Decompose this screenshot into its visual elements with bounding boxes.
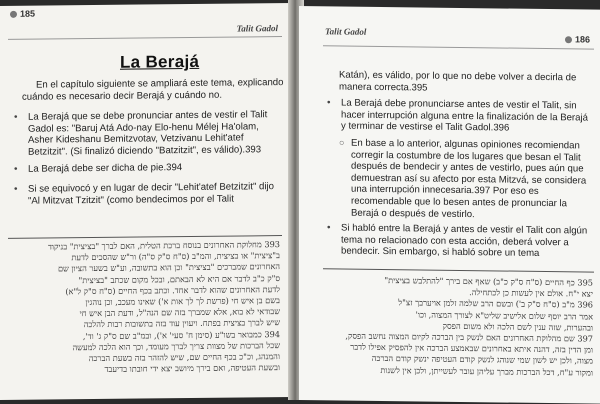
right-running-title: Talit Gadol — [325, 26, 367, 37]
right-page-number-wrap — [565, 34, 590, 44]
left-header-rule — [8, 36, 282, 40]
footnote-line: ובשעת העטיפה, ואם בירך מיושב יצא ידי חובתו בדיעבד — [104, 362, 280, 375]
footnote-line: והמנהג, וכ"כ בכף החיים שם, שיש להזהר בזה בשעת הברכה — [88, 351, 280, 364]
footnote-line: ומקור ע"ח, דכל הברכות מברך עליהן עובר לעשייתן, ולכן אין לשנות — [380, 364, 593, 378]
sub-bullet-text: En base a lo anterior, algunas opiniones recomiendan corregir la costumbre de los lugares que besan el Talit después de bendecir y antes de vestirlo, pues aún que demuestran así su afecto por esta Mitzvá, se considera una interrupción innecesaria.397 Por eso es recomendable que lo besen antes de pronunciar la Berajá o después de vestirlo. — [351, 137, 587, 220]
footnote-line: ומן הדין בזה, דהנה איתא באחרונים שבאמצע הברכה אין להפסיק אפילו לדבר — [350, 341, 593, 355]
left-page-number: 185 — [20, 8, 36, 19]
footnote-line: ב"ציצית" או בציצית, והמ"ב (ס"ח ס"ק ס"ה) ור"ש שהסכים לדעת — [71, 250, 280, 263]
left-running-title: Talit Gadol — [236, 23, 278, 34]
bullet-text: Si se equivocó y en lugar de decir "Lehit'atef Betzitzit" dijo "Al Mitzvat Tzitzit" (como bendecimos por el Talit — [28, 181, 274, 207]
page-ornament-icon — [565, 36, 572, 43]
footnote-line: 395 כף החיים (ס"ח ס"ק כ"ב) שאף אם בירך "להתלבש בציצית" — [384, 275, 593, 288]
continuation-paragraph: Katán), es válido, por lo que no debe volver a decirla de manera correcta.395 — [339, 69, 577, 94]
footnote-line: מצוה, ולכן יש לשון שמי שנוהג לנשק קודם העטיפה ינשק קודם הברכה — [371, 353, 593, 367]
right-page-number: 186 — [574, 34, 590, 45]
bullet-item — [14, 161, 282, 175]
left-page-number-wrap — [10, 9, 35, 19]
footnote-line: ובהערות, שזה ענין לשם הלכה ולא משום הפסק — [442, 320, 593, 333]
footnote-line: לדעת האחרונים שהוא לדבר אחד. וכתב בכף החיים (ס"ח ס"ק ל"א) — [65, 283, 280, 297]
intro-paragraph: En el capítulo siguiente se ampliará este tema, explicando cuándo es necesario decir Berajá y cuándo no. — [22, 77, 284, 103]
footnote-line: 397 שם מהלוקת האחרונים האם לנשק בין הברכה לקיום המצוה נחשב הפסק, — [345, 330, 593, 344]
footnote-line: 396 מ"ב (ס"ח ס"ק ב') ובשם הרב שלמה זלמן אויערבך זצ"ל — [398, 297, 593, 310]
left-header — [0, 3, 292, 34]
bullet-icon: • — [14, 163, 18, 175]
footnote-line: יצא י"ח. אולם אין לעשות כן לכתחילה. — [469, 287, 593, 299]
footnote-rule — [323, 268, 594, 272]
footnote-block — [323, 274, 593, 378]
left-page — [0, 3, 292, 400]
bullet-text: La Berajá que se debe pronunciar antes de vestir el Talit Gadol es: "Baruj Atá Ado-nay Elo-henu Mélej Ha'olam, Asher Kideshanu Bemitzvotav, Vetzivanu Lehit'atef Betzitzit". (Si finalizó diciendo "Batzitzit", es válido).393 — [28, 109, 268, 158]
bullet-text: La Berajá debe ser dicha de pie.394 — [28, 162, 183, 175]
bullet-text: La Berajá debe pronunciarse antes de vestir el Talit, sin hacer interrupción alguna entre la finalización de la Berajá y terminar de vestirse el Talit Gadol.396 — [341, 97, 588, 134]
footnote-line: אמר הרב יוסף שלום אלישיב שליט"א לצורך המצוה, וכו' — [415, 309, 593, 322]
right-page — [299, 6, 600, 404]
footnote-line: שכל הברכות של מצוות צריך לברך מעומד, וכך הוא הלכה למעשה — [72, 339, 280, 353]
footnote-line: ס"ק כ"ב לדבר אם היא לא הבאתם, ובכל מקום שכתב "בציצית" — [78, 272, 280, 285]
bullet-icon: • — [14, 111, 18, 123]
bullet-icon: • — [327, 222, 331, 234]
bullet-icon: • — [327, 97, 331, 109]
bullet-text: Si habló entre la Berajá y antes de vestir el Talit con algún tema no relacionado con esta acción, deberá volver a bendecir. Sin embargo, si habló sobre un tema — [341, 222, 588, 260]
footnote-line: שיש לברך בציצית בפתח. ויעוין עוד בזה בתשובות רבות להלכה — [83, 317, 280, 330]
footnote-line: האחרונים שמברכים "בציצית" וכן הוא בתשובה, וע"ש בשער הציון שם — [57, 261, 280, 274]
footnote-line: 393 מחלוקת האחרונים בנוסח ברכת הטלית, האם לברך "בציצית" בניקוד — [47, 239, 280, 252]
bullet-item — [14, 181, 282, 207]
footnote-line: שבודאי לא בוא, אלא שמברך בזה שם הנה"ל, ודעת הבן איש חי — [79, 306, 280, 319]
footnote-line: 394 כמבואר בשו"ע (סימן ח' סעי' א'), ובמ"ב שם ס"ק ג' וד', — [82, 328, 280, 341]
bullet-icon: • — [14, 183, 18, 195]
footnote-rule — [8, 235, 282, 239]
right-header — [299, 6, 600, 45]
chapter-heading: La Berajá — [120, 51, 200, 72]
page-ornament-icon — [10, 11, 17, 18]
bullet-item — [14, 109, 282, 158]
footnote-line: בשם בן איש חי (פרשת לך לך אות א') שאינו מעכב, וכן נוהגין — [85, 295, 280, 308]
circle-bullet-icon: ○ — [339, 137, 345, 148]
right-header-rule — [323, 45, 594, 49]
footnote-block — [8, 239, 280, 376]
bullet-item — [327, 97, 591, 136]
sub-bullet-item — [339, 137, 591, 222]
bullet-item — [327, 222, 591, 261]
